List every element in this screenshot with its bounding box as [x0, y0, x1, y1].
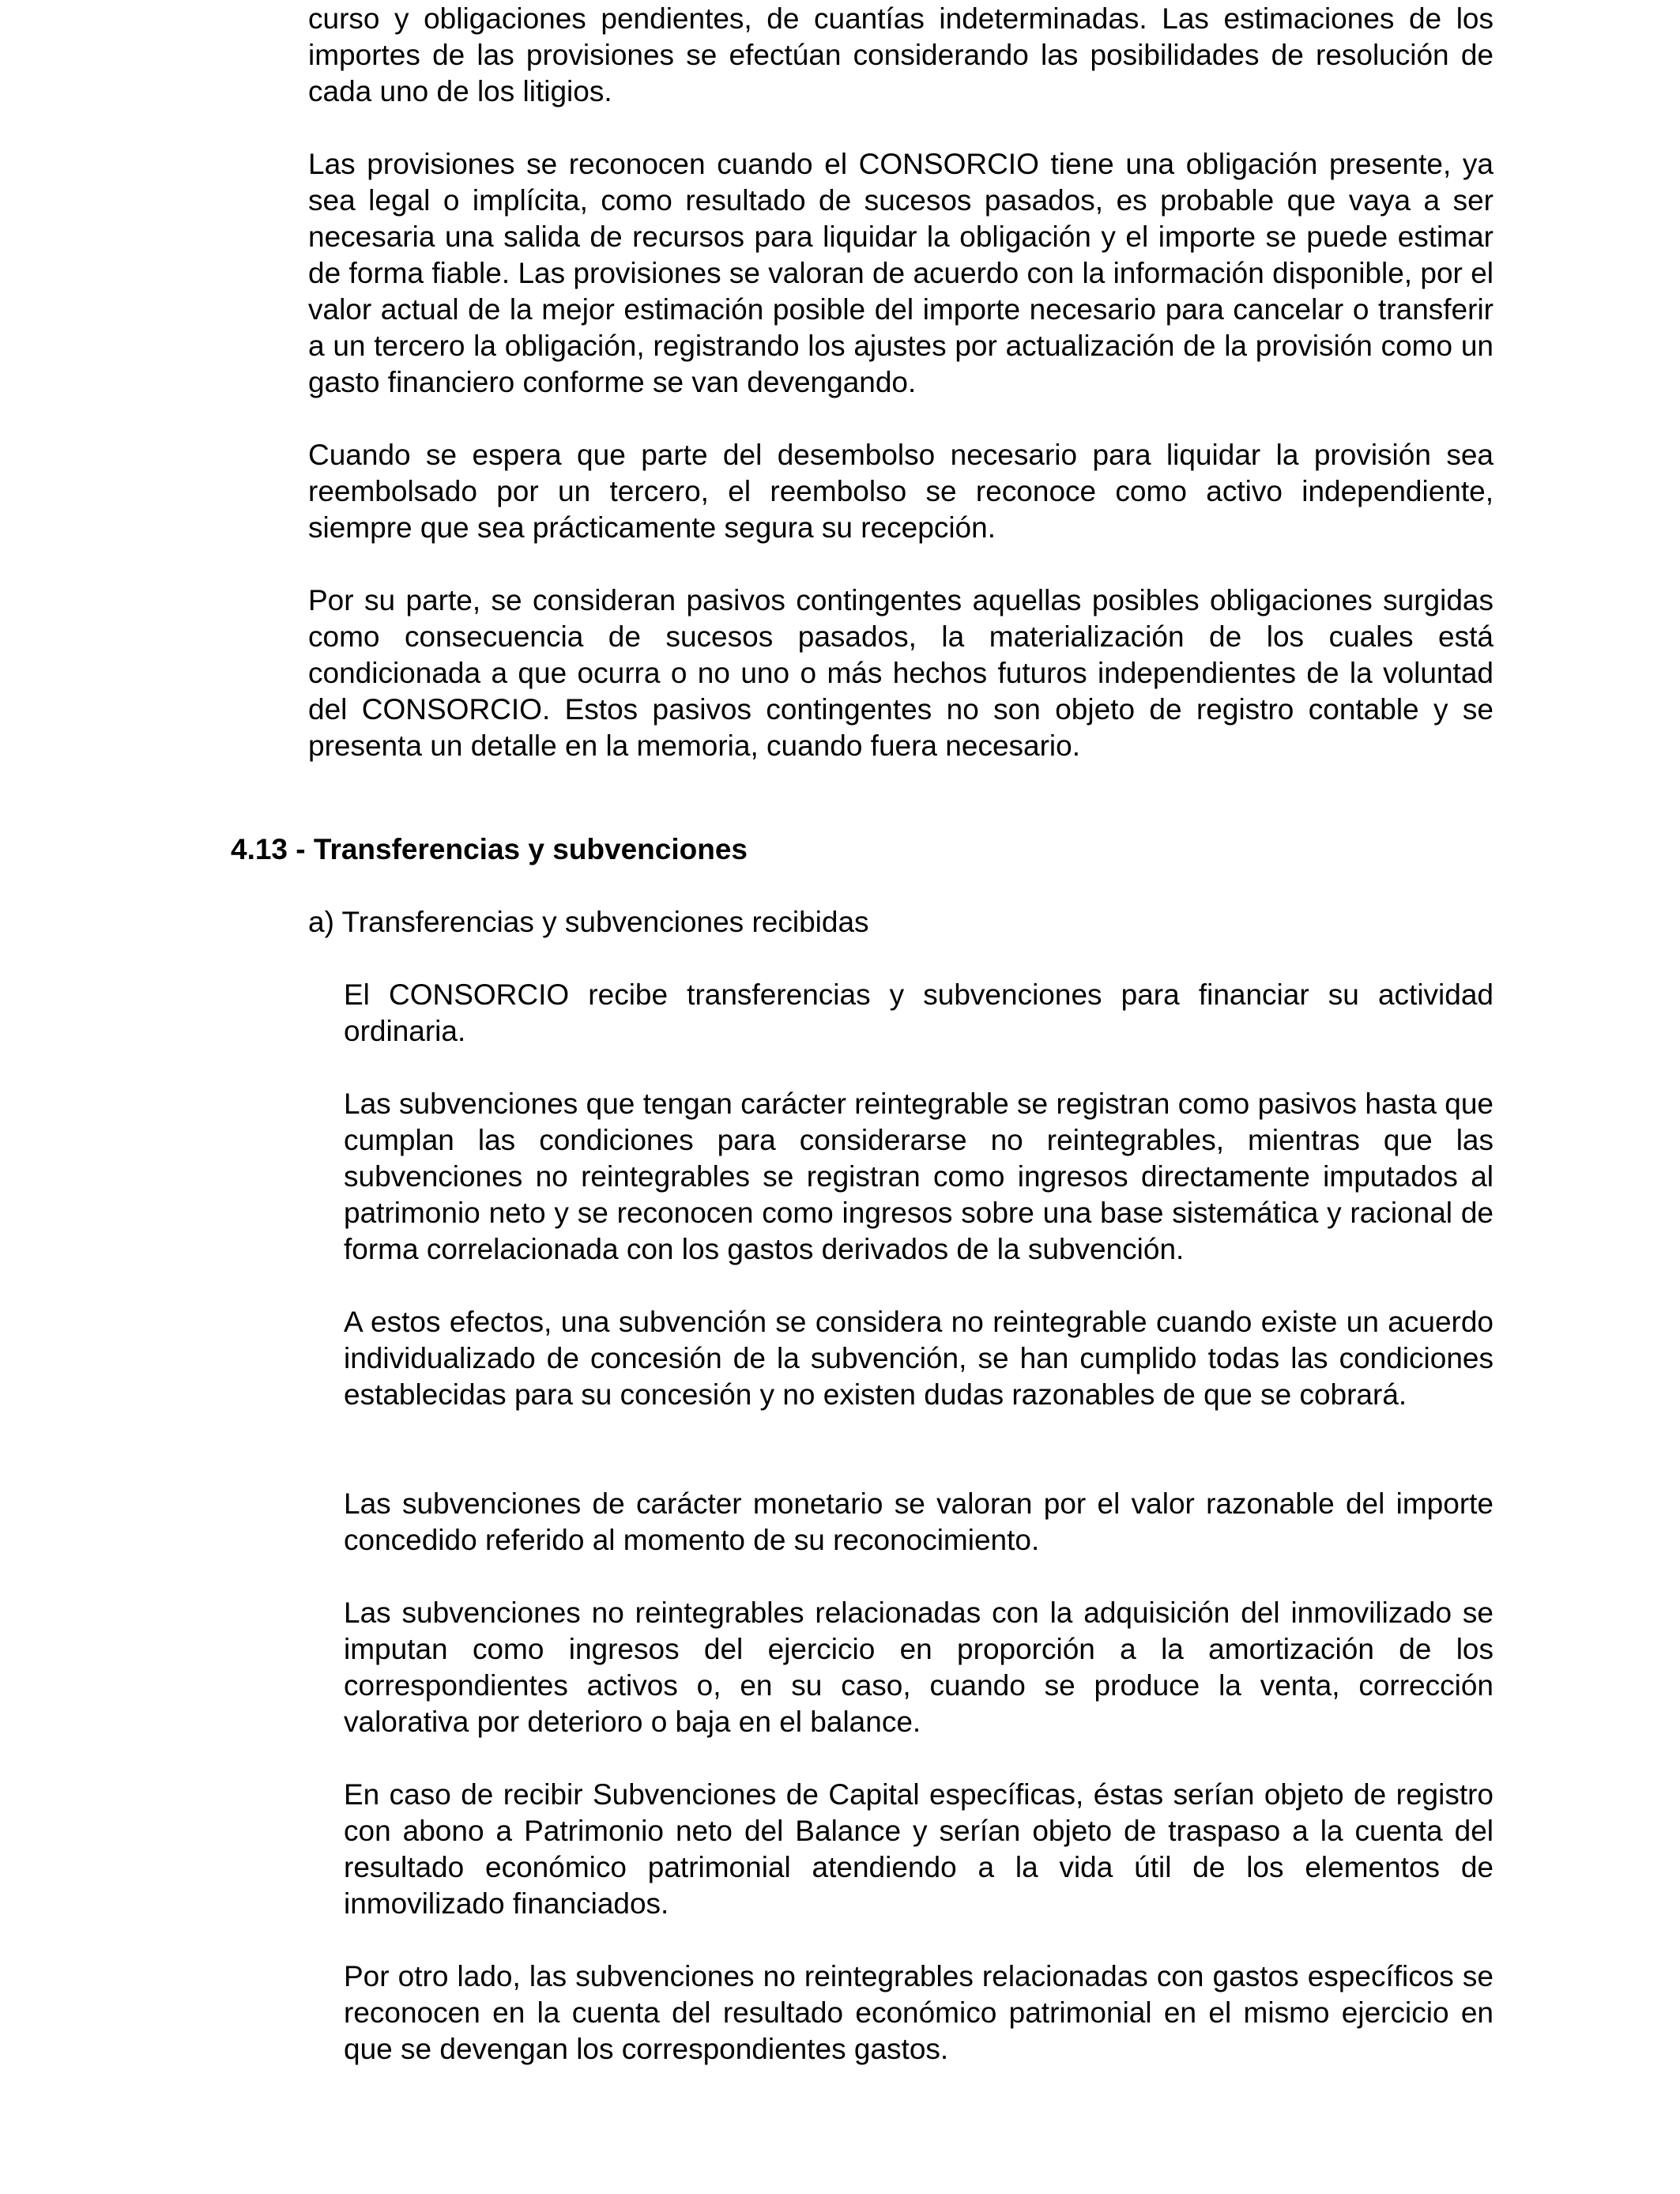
section-subheading: a) Transferencias y subvenciones recibidas — [308, 906, 869, 938]
paragraph-caracter-monetario: Las subvenciones de carácter monetario se valoran por el valor razonable del importe concedido referido al momento de su reconocimiento. — [344, 1487, 1494, 1556]
section-heading: 4.13 - Transferencias y subvenciones — [231, 833, 748, 865]
paragraph-consorcio-recibe: El CONSORCIO recibe transferencias y subvenciones para financiar su actividad ordinaria. — [344, 978, 1494, 1047]
paragraph-inmovilizado: Las subvenciones no reintegrables relacionadas con la adquisición del inmovilizado se imputan como ingresos del ejercicio en proporción a la amortización de los correspondientes activos o, en su caso, cuando se produce la venta, corrección valorativa por deterioro o baja en el balance. — [344, 1596, 1494, 1738]
paragraph-gastos-especificos: Por otro lado, las subvenciones no reintegrables relacionadas con gastos específicos se reconocen en la cuenta del resultado económico patrimonial en el mismo ejercicio en que se devengan los correspondientes gastos. — [344, 1960, 1494, 2065]
paragraph-provisiones-reconocimiento: Las provisiones se reconocen cuando el CONSORCIO tiene una obligación presente, ya sea legal o implícita, como resultado de sucesos pasados, es probable que vaya a ser necesaria una salida de recursos para liquidar la obligación y el importe se puede estimar de forma fiable. Las provisiones se valoran de acuerdo con la información disponible, por el valor actual de la mejor estimación posible del importe necesario para cancelar o transferir a un tercero la obligación, registrando los ajustes por actualización de la provisión como un gasto financiero conforme se van devengando. — [308, 148, 1494, 398]
paragraph-no-reintegrable-criterio: A estos efectos, una subvención se considera no reintegrable cuando existe un acuerdo individualizado de concesión de la subvención, se han cumplido todas las condiciones establecidas para su concesión y no existen dudas razonables de que se cobrará. — [344, 1306, 1494, 1411]
paragraph-reembolso-tercero: Cuando se espera que parte del desembolso necesario para liquidar la provisión sea reembolsado por un tercero, el reembolso se reconoce como activo independiente, siempre que sea prácticamente segura su recepción. — [308, 439, 1494, 544]
paragraph-pasivos-contingentes: Por su parte, se consideran pasivos contingentes aquellas posibles obligaciones surgidas como consecuencia de sucesos pasados, la materialización de los cuales está condicionada a que ocurra o no uno o más hechos futuros independientes de la voluntad del CONSORCIO. Estos pasivos contingentes no son objeto de registro contable y se presenta un detalle en la memoria, cuando fuera necesario. — [308, 584, 1494, 762]
paragraph-subvenciones-reintegrables: Las subvenciones que tengan carácter reintegrable se registran como pasivos hasta que cumplan las condiciones para considerarse no reintegrables, mientras que las subvenciones no reintegrables se registran como ingresos directamente imputados al patrimonio neto y se reconocen como ingresos sobre una base sistemática y racional de forma correlacionada con los gastos derivados de la subvención. — [344, 1088, 1494, 1265]
paragraph-subvenciones-capital: En caso de recibir Subvenciones de Capital específicas, éstas serían objeto de registro con abono a Patrimonio neto del Balance y serían objeto de traspaso a la cuenta del resultado económico patrimonial atendiendo a la vida útil de los elementos de inmovilizado financiados. — [344, 1778, 1494, 1920]
paragraph-provisiones-estimaciones: curso y obligaciones pendientes, de cuantías indeterminadas. Las estimaciones de los importes de las provisiones se efectúan considerando las posibilidades de resolución de cada uno de los litigios. — [308, 2, 1494, 107]
